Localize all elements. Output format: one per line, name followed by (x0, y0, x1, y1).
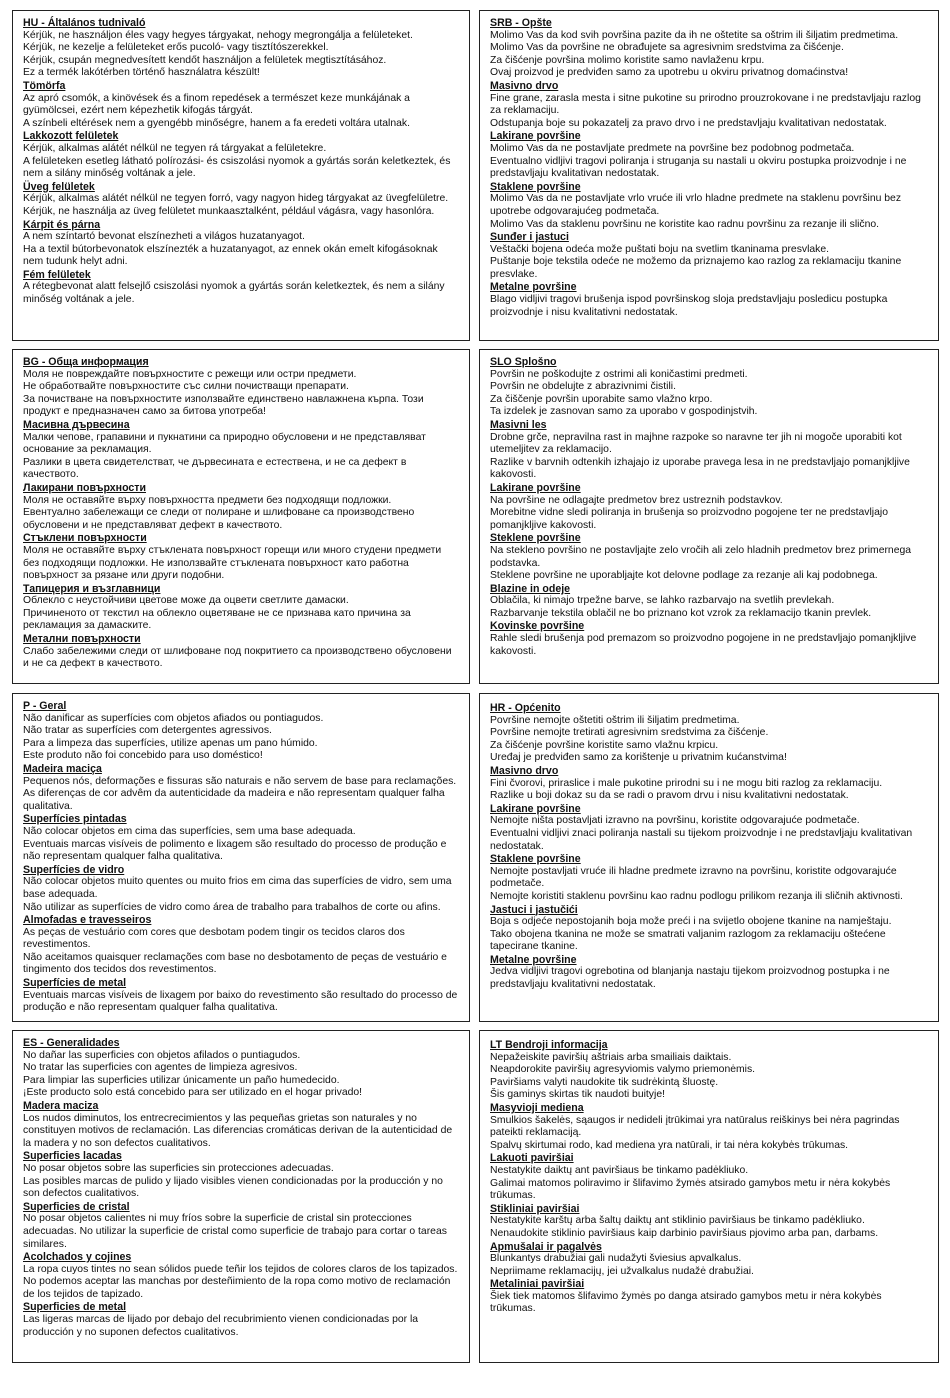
body-line: La ropa cuyos tintes no sean sólidos puede teñir los tejidos de colores claros de los tapizados. (23, 1263, 458, 1275)
subsection-heading: Lakirane površine (490, 802, 581, 815)
body-line: Nenaudokite stiklinio paviršiaus kaip darbinio paviršiaus pjovimo arba pan, darbams. (490, 1227, 879, 1239)
body-line: Kérjük, alkalmas alátét nélkül ne tegyen rá tárgyakat a felületekre. (23, 142, 327, 154)
subsection-heading: Superfícies de metal (23, 977, 127, 990)
subsection-heading: Masyvioji mediena (490, 1101, 584, 1114)
body-line: Molimo Vas da ne postavljate predmete na površine bez podobnog podmetača. (490, 142, 855, 154)
body-line: Los nudos diminutos, los entrecrecimientos y las pequeñas grietas son naturales y no constituyen motivos de reclamación. Las diferencias cromáticas derivan de la autenticidad de la madera y no son defectos cualitativos. (23, 1112, 453, 1149)
subsection-heading: Metalne površine (490, 953, 577, 966)
body-line: Não colocar objetos muito quentes ou muito frios em cima das superfícies de vidro, sem uma base adequada. (23, 876, 452, 900)
subsection-heading: Superficies de metal (23, 1301, 127, 1314)
section-title: BG - Обща информация (23, 356, 149, 368)
subsection-heading: Almofadas e travesseiros (23, 914, 152, 927)
body-line: Малки чепове, грапавини и пукнатини са природно обусловени и не представляват основание за рекламация. (23, 431, 426, 456)
body-line: No posar objetos sobre las superficies sin protecciones adecuadas. (23, 1162, 334, 1174)
body-line: Nemojte koristiti staklenu površinu kao radnu podlogu prilikom rezanja ili sličnih aktivnosti. (490, 890, 903, 902)
body-line: Евентуално забележащи се следи от полиране и шлифоване са производствено обусловени и не представляват дефект в качеството. (23, 507, 415, 531)
body-line: Las posibles marcas de pulido y lijado visibles vienen condicionadas por la producción y no son defectos cualitativos. (23, 1175, 443, 1200)
subsection-heading: Metalne površine (490, 281, 577, 294)
subsection-heading: Стъклени повърхности (23, 532, 147, 545)
intro-line: Este produto não foi concebido para uso doméstico! (23, 750, 263, 762)
body-line: Razlike u boji dokaz su da se radi o pravom drvu i nisu kvalitativni nedostatak. (490, 790, 849, 802)
subsection-heading: Blazine in odeje (490, 582, 571, 595)
body-line: Galimai matomos poliravimo ir šlifavimo žymės atsirado gamybos metu ir nėra kokybės trūkumas. (490, 1177, 891, 1202)
body-line: Eventualno vidljivi tragovi poliranja i struganja su nastali u okviru postupka proizvodnje i ne predstavljaju kvalitativan nedostatak. (490, 155, 907, 180)
subsection-heading: Лакирани повърхности (23, 481, 147, 494)
body-line: Моля не оставяйте върху повърхността предмети без подходящи подложки. (23, 494, 392, 506)
section-title: LT Bendroji informacija (490, 1039, 608, 1051)
subsection-heading: Kovinske površine (490, 620, 585, 633)
body-line: Blago vidljivi tragovi brušenja ispod površinskog sloja predstavljaju posledicu postupka proizvodnje i nisu kvalitativni nedostatak. (490, 294, 888, 318)
body-line: Odstupanja boje su pokazatelj za pravo drvo i ne predstavljaju kvalitativan nedostatak. (490, 117, 887, 129)
body-line: Nestatykite karštų arba šaltų daiktų ant stiklinio paviršiaus be tinkamo padėkliuko. (490, 1215, 865, 1227)
subsection-heading: Masivno drvo (490, 79, 559, 92)
section-title: SRB - Opšte (490, 17, 552, 29)
intro-line: Površin ne poškodujte z ostrimi ali koničastimi predmeti. (490, 368, 748, 380)
body-line: Pequenos nós, deformações e fissuras são naturais e não servem de base para reclamações. (23, 775, 457, 787)
body-line: Nemojte postavljati vruće ili hladne predmete izravno na površinu, koristite odgovarajuće podmetače. (490, 865, 897, 890)
body-line: Rahle sledi brušenja pod premazom so proizvodno pogojene in ne predstavljajo pomanjkljive kakovosti. (490, 633, 917, 657)
intro-line: Površine nemojte oštetiti oštrim ili šiljatim predmetima. (490, 714, 740, 726)
intro-line: Molimo Vas da površine ne obrađujete sa agresivnim sredstvima za čišćenje. (490, 42, 844, 54)
body-line: Na stekleno površino ne postavljajte zelo vročih ali zelo hladnih predmetov brez primernega podstavka. (490, 544, 912, 569)
section-slo (479, 349, 939, 684)
intro-line: Površin ne obdelujte z abrazivnimi čistili. (490, 381, 676, 393)
body-line: Причиненото от текстил на облекло оцветяване не се признава като причина за рекламация за дамаските. (23, 607, 411, 632)
subsection-heading: Superfícies pintadas (23, 813, 127, 826)
intro-line: Neapdorokite paviršių agresyviomis valymo priemonėmis. (490, 1064, 756, 1076)
body-line: Blunkantys drabužiai gali nudažyti šviesius apvalkalus. (490, 1253, 742, 1265)
intro-line: За почистване на повърхностите използвайте единствено навлажнена кърпа. Този продукт е предназначен само за битова употреба! (23, 393, 424, 418)
body-line: Nestatykite daiktų ant paviršiaus be tinkamo padėkliuko. (490, 1164, 749, 1176)
body-line: Моля не оставяйте върху стъклената повърхност горещи или много студени предмети без подходящи подложки. Не използвайте стъклената повърхност като работна повърхност за рязане или други подобни. (23, 544, 442, 582)
body-line: Morebitne vidne sledi poliranja in brušenja so proizvodno pogojene ter ne predstavljajo pomanjkljive kakovosti. (490, 507, 888, 531)
section-title: P - Geral (23, 700, 67, 712)
body-line: Ha a textil bútorbevonatok elszínezték a huzatanyagot, az ennek okán emelt kifogásoknak nem tudunk helyt adni. (23, 243, 438, 268)
body-line: Steklene površine ne uporabljajte kot delovne podlage za rezanje ali kaj podobnega. (490, 570, 878, 582)
subsection-heading: Apmušalai ir pagalvės (490, 1240, 602, 1253)
intro-line: Molimo Vas da kod svih površina pazite da ih ne oštetite sa oštrim ili šiljatim predmetima. (490, 29, 899, 41)
subsection-heading: Steklene površine (490, 532, 581, 545)
subsection-heading: Madeira maciça (23, 762, 102, 775)
intro-line: No dañar las superficies con objetos afilados o puntiagudos. (23, 1049, 301, 1061)
subsection-heading: Acolchados y cojines (23, 1251, 132, 1264)
intro-line: Šis gaminys skirtas tik naudoti buityje! (490, 1089, 665, 1101)
intro-line: Não tratar as superfícies com detergentes agressivos. (23, 725, 272, 737)
subsection-heading: Staklene površine (490, 853, 581, 866)
body-line: Razbarvanje tekstila oblačil ne bo priznano kot vzrok za reklamacijo tkanin prevlek. (490, 607, 872, 619)
subsection-heading: Masivni les (490, 418, 547, 431)
body-line: Tako obojena tkanina ne može se smatrati valjanim razlogom za reklamaciju oštećene tapecirane tkanine. (490, 928, 886, 953)
body-line: A felületeken esetleg látható polírozási- és csiszolási nyomok a gyártás során keletkeztek, és nem a silány minőség voltának a jele. (23, 155, 451, 180)
body-line: Las ligeras marcas de lijado por debajo del recubrimiento vienen condicionadas por la producción y no suponen defectos cualitativos. (23, 1314, 419, 1338)
section-title: HR - Općenito (490, 702, 561, 714)
body-line: Šiek tiek matomos šlifavimo žymės po danga atsirado gamybos metu ir nėra kokybės trūkumas. (490, 1290, 882, 1315)
body-line: Kérjük, alkalmas alátét nélkül ne tegyen forró, vagy nagyon hideg tárgyakat az üvegfelületre. (23, 193, 449, 205)
subsection-heading: Madera maciza (23, 1099, 99, 1112)
intro-line: Kérjük, csupán megnedvesített kendőt használjon a felületek megtisztításához. (23, 54, 387, 66)
body-line: Jedva vidljivi tragovi ogrebotina od blanjanja nastaju tijekom proizvodnog postupka i ne predstavljaju kvalitativni nedostatak. (490, 966, 890, 991)
body-line: A színbeli eltérések nem a gyengébb minőségre, hanem a fa eredeti voltára utalnak. (23, 117, 410, 129)
intro-line: Za čišćenje površine koristite samo vlažnu krpicu. (490, 739, 719, 751)
subsection-heading: Jastuci i jastučići (490, 903, 578, 916)
body-line: Não aceitamos quaisquer reclamações com base no desbotamento de peças de vestuário e tingimento dos tecidos dos revestimentos. (23, 951, 447, 976)
intro-line: Не обработвайте повърхностите със силни почистващи препарати. (23, 381, 349, 393)
body-line: As diferenças de cor advêm da autenticidade da madeira e não representam qualquer falha qualitativa. (23, 788, 445, 812)
section-title: HU - Általános tudnivaló (23, 17, 146, 29)
subsection-heading: Masivno drvo (490, 764, 559, 777)
section-es (12, 1030, 470, 1363)
subsection-heading: Staklene površine (490, 180, 581, 193)
body-line: Não utilizar as superfícies de vidro como área de trabalho para trabalhos de corte ou afins. (23, 901, 441, 913)
intro-line: Paviršiams valyti naudokite tik sudrėkintą šluostę. (490, 1076, 719, 1088)
section-lt (479, 1030, 939, 1363)
body-line: Boja s odjeće nepostojanih boja može preći i na svijetlo obojene tkanine na namještaju. (490, 916, 892, 928)
subsection-heading: Metaliniai paviršiai (490, 1278, 585, 1291)
section-p (12, 693, 470, 1022)
intro-line: Ovaj proizvod je predviđen samo za upotrebu u okviru privatnog domaćinstva! (490, 67, 849, 79)
body-line: Molimo Vas da staklenu površinu ne koristite kao radnu površinu za rezanje ili slično. (490, 218, 880, 230)
subsection-heading: Fém felületek (23, 268, 91, 281)
body-line: Puštanje boje tekstila odeće ne možemo da priznajemo kao razlog za reklamaciju tkanine presvlake. (490, 256, 902, 280)
subsection-heading: Superficies lacadas (23, 1150, 122, 1163)
subsection-heading: Kárpit és párna (23, 218, 101, 231)
subsection-heading: Tömörfa (23, 79, 66, 92)
body-line: Drobne grče, nepravilna rast in majhne razpoke so naravne ter jih ni mogoče uporabiti kot utemeljitev za reklamacijo. (490, 431, 902, 456)
subsection-heading: Тапицерия и възглавници (23, 582, 161, 595)
subsection-heading: Sunđer i jastuci (490, 231, 569, 244)
section-hu (12, 10, 470, 341)
intro-line: Para limpiar las superficies utilizar únicamente un paño humedecido. (23, 1074, 340, 1086)
subsection-heading: Lakkozott felületek (23, 130, 119, 143)
body-line: As peças de vestuário com cores que desbotam podem tingir os tecidos claros dos revestimentos. (23, 926, 405, 951)
body-line: Kérjük, ne használja az üveg felületet munkaasztalként, például vágásra, vagy hasonlóra. (23, 205, 435, 217)
section-title: SLO Splošno (490, 356, 557, 368)
subsection-heading: Stikliniai paviršiai (490, 1202, 580, 1215)
body-line: Eventuais marcas visíveis de lixagem por baixo do revestimento são resultado do processo de produção e não representam qualquer falha qualitativa. (23, 989, 458, 1014)
intro-line: Nepažeiskite paviršių aštriais arba smailiais daiktais. (490, 1051, 732, 1063)
intro-line: Kérjük, ne kezelje a felületeket erős pucoló- vagy tisztítószerekkel. (23, 42, 329, 54)
intro-line: Моля не повреждайте повърхностите с режещи или остри предмети. (23, 368, 357, 380)
intro-line: No tratar las superficies con agentes de limpieza agresivos. (23, 1062, 298, 1074)
intro-line: Não danificar as superfícies com objetos afiados ou pontiagudos. (23, 712, 324, 724)
section-hr (479, 693, 939, 1022)
body-line: Oblačila, ki nimajo trpežne barve, se lahko razbarvajo na svetlih prevlekah. (490, 595, 835, 607)
body-line: Veštački bojena odeća može puštati boju na svetlim tkaninama presvlake. (490, 243, 830, 255)
body-line: Nemojte ništa postavljati izravno na površinu, koristite odgovarajuće podmetače. (490, 815, 860, 827)
intro-line: Površine nemojte tretirati agresivnim sredstvima za čišćenje. (490, 727, 769, 739)
body-line: Nepriimame reklamacijų, jei užvalkalus nudažė drabužiai. (490, 1265, 754, 1277)
intro-line: Ez a termék lakótérben történő használatra készült! (23, 67, 260, 79)
body-line: No podemos aceptar las manchas por desteñimiento de la ropa como motivo de reclamación de los tejidos de tapizado. (23, 1276, 451, 1300)
body-line: Spalvų skirtumai rodo, kad mediena yra natūrali, ir tai nėra kokybės trūkumas. (490, 1139, 849, 1151)
intro-line: Za čiščenje površin uporabite samo vlažno krpo. (490, 393, 713, 405)
body-line: Az apró csomók, a kinövések és a finom repedések a természet keze munkájának a gyümölcsei, ezért nem képezhetik kifogás tárgyát. (23, 92, 410, 117)
body-line: Na površine ne odlagajte predmetov brez ustreznih podstavkov. (490, 494, 783, 506)
section-bg (12, 349, 470, 684)
body-line: No posar objetos calientes ni muy fríos sobre la superficie de cristal sin protecciones adecuadas. No utilizar la superficie de cristal como superficie de trabajo para cortar o tareas similares. (23, 1213, 447, 1250)
body-line: Слабо забележими следи от шлифоване под покритието са производствено обусловени и не са дефект в качеството. (23, 645, 452, 670)
body-line: A rétegbevonat alatt felsejlő csiszolási nyomok a gyártás során keletkeztek, és nem a silány minőség voltának a jele. (23, 281, 445, 306)
body-line: Облекло с неустойчиви цветове може да оцвети светлите дамаски. (23, 595, 349, 607)
body-line: Eventuais marcas visíveis de polimento e lixagem são resultado do processo de produção e não representam qualquer falha qualitativa. (23, 838, 447, 863)
intro-line: Ta izdelek je zasnovan samo za uporabo v gospodinjstvih. (490, 406, 758, 418)
subsection-heading: Üveg felületek (23, 180, 95, 193)
body-line: Fine grane, zarasla mesta i sitne pukotine su prirodno prouzrokovane i ne predstavljaju razlog za reklamaciju. (490, 92, 921, 117)
body-line: Razlike v barvnih odtenkih izhajajo iz uporabe pravega lesa in ne predstavljajo pomanjkljive kakovosti. (490, 456, 910, 481)
intro-line: Uređaj je predviđen samo za korištenje u privatnim kućanstvima! (490, 752, 787, 764)
section-srb (479, 10, 939, 341)
body-line: Fini čvorovi, priraslice i male pukotine prirodni su i ne mogu biti razlog za reklamaciju. (490, 777, 883, 789)
intro-line: ¡Este producto solo está concebido para ser utilizado en el hogar privado! (23, 1087, 363, 1099)
subsection-heading: Superfícies de vidro (23, 863, 125, 876)
instruction-sheet (12, 10, 939, 1363)
body-line: Molimo Vas da ne postavljate vrlo vruće ili vrlo hladne predmete na staklenu površinu bez upotrebe odgovarajućeg podmetača. (490, 193, 902, 217)
intro-line: Kérjük, ne használjon éles vagy hegyes tárgyakat, nehogy megrongálja a felületeket. (23, 29, 413, 41)
section-title: ES - Generalidades (23, 1037, 120, 1049)
body-line: Smulkios šakelės, sąaugos ir nedideli įtrūkimai yra natūralus reiškinys bei nėra pagrindas pateikti reklamaciją. (490, 1114, 900, 1139)
subsection-heading: Масивна дървесина (23, 418, 130, 431)
subsection-heading: Lakirane površine (490, 130, 581, 143)
subsection-heading: Superficies de cristal (23, 1200, 130, 1213)
intro-line: Para a limpeza das superfícies, utilize apenas um pano húmido. (23, 737, 318, 749)
subsection-heading: Метални повърхности (23, 633, 141, 646)
body-line: Eventualni vidljivi znaci poliranja nastali su tijekom proizvodnje i ne predstavljaju kvalitativan nedostatak. (490, 827, 913, 852)
body-line: Não colocar objetos em cima das superfícies, sem uma base adequada. (23, 825, 356, 837)
body-line: A nem színtartó bevonat elszínezheti a világos huzatanyagot. (23, 231, 305, 243)
subsection-heading: Lakirane površine (490, 481, 581, 494)
subsection-heading: Lakuoti paviršiai (490, 1152, 574, 1165)
intro-line: Za čišćenje površina molimo koristite samo navlaženu krpu. (490, 54, 765, 66)
body-line: Разлики в цвета свидетелстват, че дървесината е естествена, и не са дефект в качеството. (23, 456, 407, 481)
